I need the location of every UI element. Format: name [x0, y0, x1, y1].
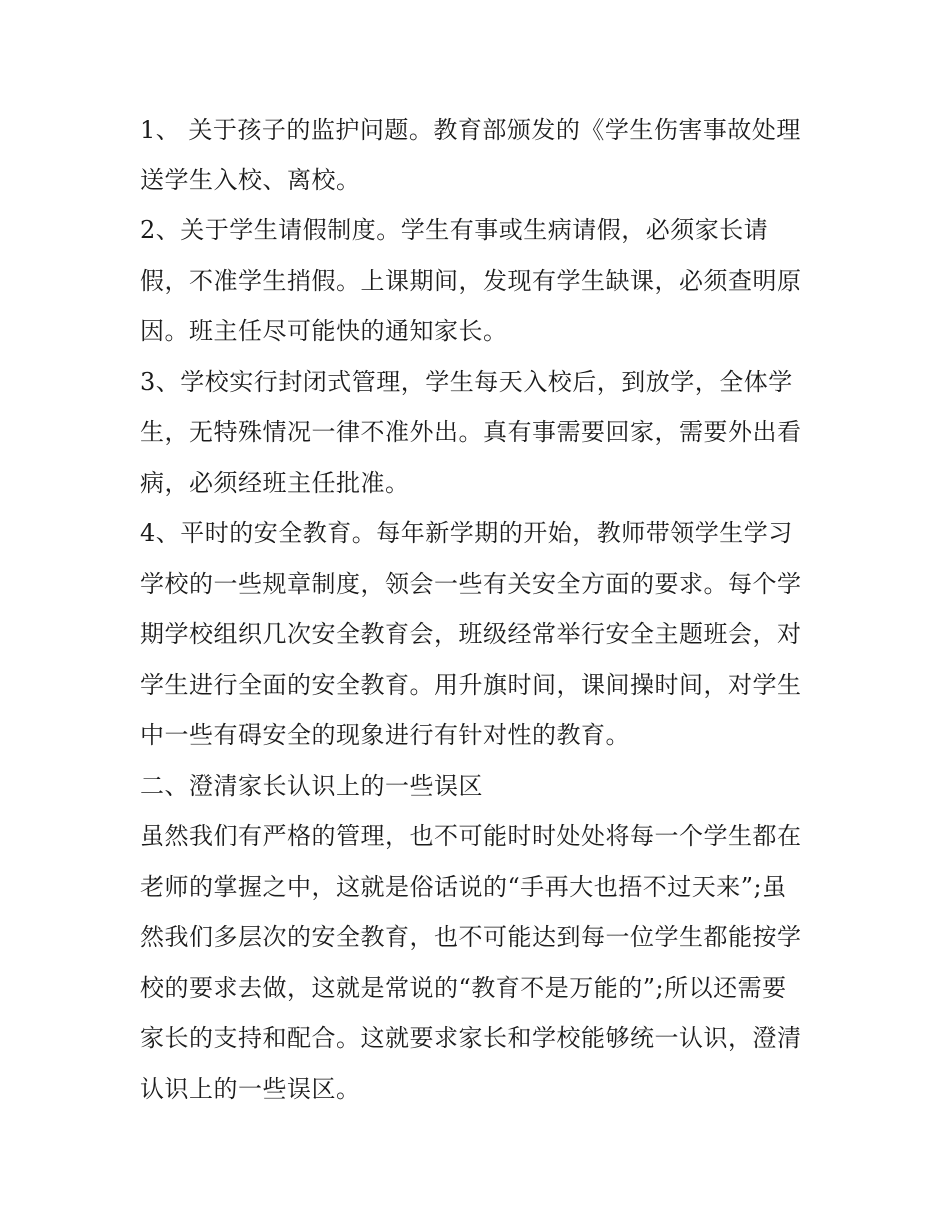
text-line: 认识上的一些误区。	[140, 1075, 361, 1103]
text-line: 送学生入校、离校。	[140, 166, 361, 194]
text-line: 期学校组织几次安全教育会，班级经常举行安全主题班会，对	[140, 620, 802, 648]
text-line: 虽然我们有严格的管理，也不可能时时处处将每一个学生都在	[140, 822, 802, 850]
text-line: 校的要求去做，这就是常说的“教育不是万能的”;所以还需要	[140, 974, 787, 1002]
text-line: 假，不准学生捎假。上课期间，发现有学生缺课，必须查明原	[140, 267, 802, 295]
text-line: 2、关于学生请假制度。学生有事或生病请假，必须家长请	[140, 216, 769, 244]
text-line: 因。班主任尽可能快的通知家长。	[140, 317, 508, 345]
text-line: 生，无特殊情况一律不准外出。真有事需要回家，需要外出看	[140, 418, 802, 446]
text-line: 老师的掌握之中，这就是俗话说的“手再大也捂不过天来”;虽	[140, 873, 787, 901]
text-line: 家长的支持和配合。这就要求家长和学校能够统一认识，澄清	[140, 1024, 802, 1052]
text-line: 学校的一些规章制度，领会一些有关安全方面的要求。每个学	[140, 570, 802, 598]
text-line: 4、平时的安全教育。每年新学期的开始，教师带领学生学习	[140, 519, 793, 547]
text-line: 3、学校实行封闭式管理，学生每天入校后，到放学，全体学	[140, 368, 793, 396]
text-line: 然我们多层次的安全教育，也不可能达到每一位学生都能按学	[140, 923, 802, 951]
section-heading: 二、澄清家长认识上的一些误区	[140, 772, 483, 800]
text-line: 学生进行全面的安全教育。用升旗时间，课间操时间，对学生	[140, 671, 802, 699]
text-line: 病，必须经班主任批准。	[140, 469, 410, 497]
text-line: 1、 关于孩子的监护问题。教育部颁发的《学生伤害事故处理	[140, 116, 801, 144]
text-line: 中一些有碍安全的现象进行有针对性的教育。	[140, 721, 630, 749]
